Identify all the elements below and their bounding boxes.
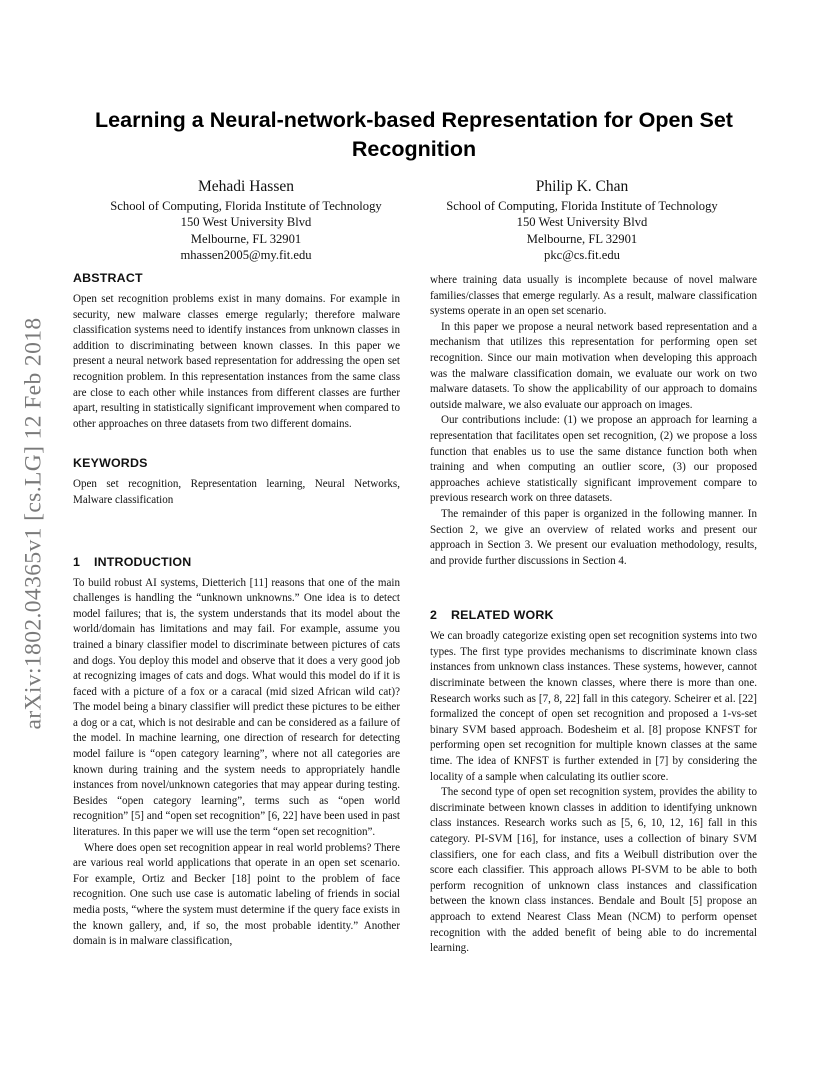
author-name: Mehadi Hassen xyxy=(198,178,294,195)
introduction-paragraph-1: To build robust AI systems, Dietterich [11] reasons that one of the main challenges is handling the “unknown unknowns.” One idea is to detect model failures; that is, the system understands that its model about the world/domain has limitations and may fail. For example, assume you trained a binary classifier model to discriminate between pictures of cats and dogs. You deploy this model and observe that it does a very good job at recognizing images of cats and dogs. What would this model do if it is faced with a picture of a fox or a caracal (mid sized African wild cat)? The model being a binary classifier will predict these pictures to be either a dog or a cat, which is not desirable and can be considered as a failure of the model. In machine learning, one direction of research for detecting model failure is “open category learning”, where not all categories are known during training and the system needs to appropriately handle instances from novel/unknown categories that may appear during testing. Besides “open category learning”, terms such as “open world recognition” [5] and “open set recognition” [6, 22] have been used in past literatures. In this paper we will use the term “open set recognition”. xyxy=(73,576,400,839)
keywords-text: Open set recognition, Representation learning, Neural Networks, Malware classification xyxy=(73,478,400,506)
author-email: mhassen2005@my.fit.edu xyxy=(180,248,312,263)
keywords-heading: KEYWORDS xyxy=(73,456,148,471)
arxiv-identifier-text: arXiv:1802.04365v1 [cs.LG] 12 Feb 2018 xyxy=(20,316,47,730)
section-title: INTRODUCTION xyxy=(94,554,192,569)
introduction-heading xyxy=(73,554,400,570)
abstract-text: Open set recognition problems exist in many domains. For example in security, new malware classes emerge regularly; therefore malware classification systems need to identify instances from unknown classes in addition to discriminating between known classes. In this paper we present a neural network based representation for addressing the open set recognition problem. In this representation instances from the same class are close to each other while instances from different classes are further apart, resulting in statistically significant improvement when compared to other approaches on three datasets from two different domains. xyxy=(73,293,400,430)
author-name: Philip K. Chan xyxy=(535,178,629,195)
right-column xyxy=(430,273,757,957)
section-title: RELATED WORK xyxy=(451,608,554,623)
author-city: Melbourne, FL 32901 xyxy=(526,231,638,246)
related-work-paragraph-1: We can broadly categorize existing open set recognition systems into two types. The first type provides mechanisms to discriminate known class instances from unknown class instances. These systems, however, cannot discriminate between the known classes, where there is more than one. Research works such as [7, 8, 22] fall in this category. Scheirer et al. [22] formalized the concept of open set recognition and proposed a 1-vs-set binary SVM based approach. Bodesheim et al. [8] propose KNFST for performing open set recognition for multiple known classes at the same time. The idea of KNFST is further extended in [7] by considering the locality of a sample when calculating its outlier score. xyxy=(430,630,757,783)
author-affiliation: School of Computing, Florida Institute of Technology xyxy=(110,199,382,213)
author-address: 150 West University Blvd xyxy=(180,215,312,230)
introduction-paragraph-3: In this paper we propose a neural network based representation and a mechanism that utilizes this representation for performing open set recognition. Since our main motivation when developing this approach was the malware classification domain, we evaluate our work on two malware datasets. To show the applicability of our approach to domains outside malware, we also evaluate our approach on images. xyxy=(430,320,757,411)
paper-title: Learning a Neural-network-based Representation for Open Set Recognition xyxy=(95,108,733,161)
section-number: 2 xyxy=(430,608,438,623)
introduction-paragraph-2: Where does open set recognition appear in real world problems? There are various real world applications that operate in an open set scenario. For example, Ortiz and Becker [18] point to the problem of face recognition. One such use case is automatic labeling of friends in social media posts, “where the system must determine if the query face exists in the known gallery, and, if so, the most probable identity.” Another domain is in malware classification, xyxy=(73,841,400,948)
author-city: Melbourne, FL 32901 xyxy=(190,231,302,246)
introduction-paragraph-4: Our contributions include: (1) we propose an approach for learning a representation that facilitates open set recognition, (2) we propose a loss function that enables us to use the same distance function both when training and when computing an outlier score, (3) our proposed approaches achieve statistically significant improvement compare to previous research work on three datasets. xyxy=(430,414,757,505)
abstract-heading: ABSTRACT xyxy=(73,271,143,285)
left-column xyxy=(73,270,400,950)
author-block-1 xyxy=(76,177,416,264)
introduction-paragraph-5: The remainder of this paper is organized in the following manner. In Section 2, we give an overview of related works and present our approach in Section 3. We present our evaluation methodology, results, and provide further discussions in Section 4. xyxy=(430,507,757,567)
section-number: 1 xyxy=(73,554,81,569)
related-work-paragraph-2: The second type of open set recognition system, provides the ability to discriminate between known classes in addition to identifying unknown class instances. Research works such as [5, 6, 10, 12, 16] fall in this category. PI-SVM [16], for instance, uses a collection of binary SVM classifiers, one for each class, and fits a Weibull distribution over the score each classifier. This approach allows PI-SVM to be able to both perform recognition of unknown class instances and classification between the known class instances. Bendale and Boult [5] propose an approach to extend Nearest Class Mean (NCM) to perform openset recognition with the added benefit of being able to do incremental learning. xyxy=(430,786,757,955)
introduction-paragraph-2-continued: where training data usually is incomplete because of novel malware families/classes that emerge regularly. As a result, malware classification systems operate in an open set scenario. xyxy=(430,274,757,318)
author-address: 150 West University Blvd xyxy=(516,215,648,230)
related-work-heading xyxy=(430,607,757,623)
arxiv-identifier-sidebar xyxy=(22,288,46,758)
author-affiliation: School of Computing, Florida Institute of Technology xyxy=(446,199,718,213)
author-email: pkc@cs.fit.edu xyxy=(544,248,620,263)
author-block-2 xyxy=(412,177,752,264)
